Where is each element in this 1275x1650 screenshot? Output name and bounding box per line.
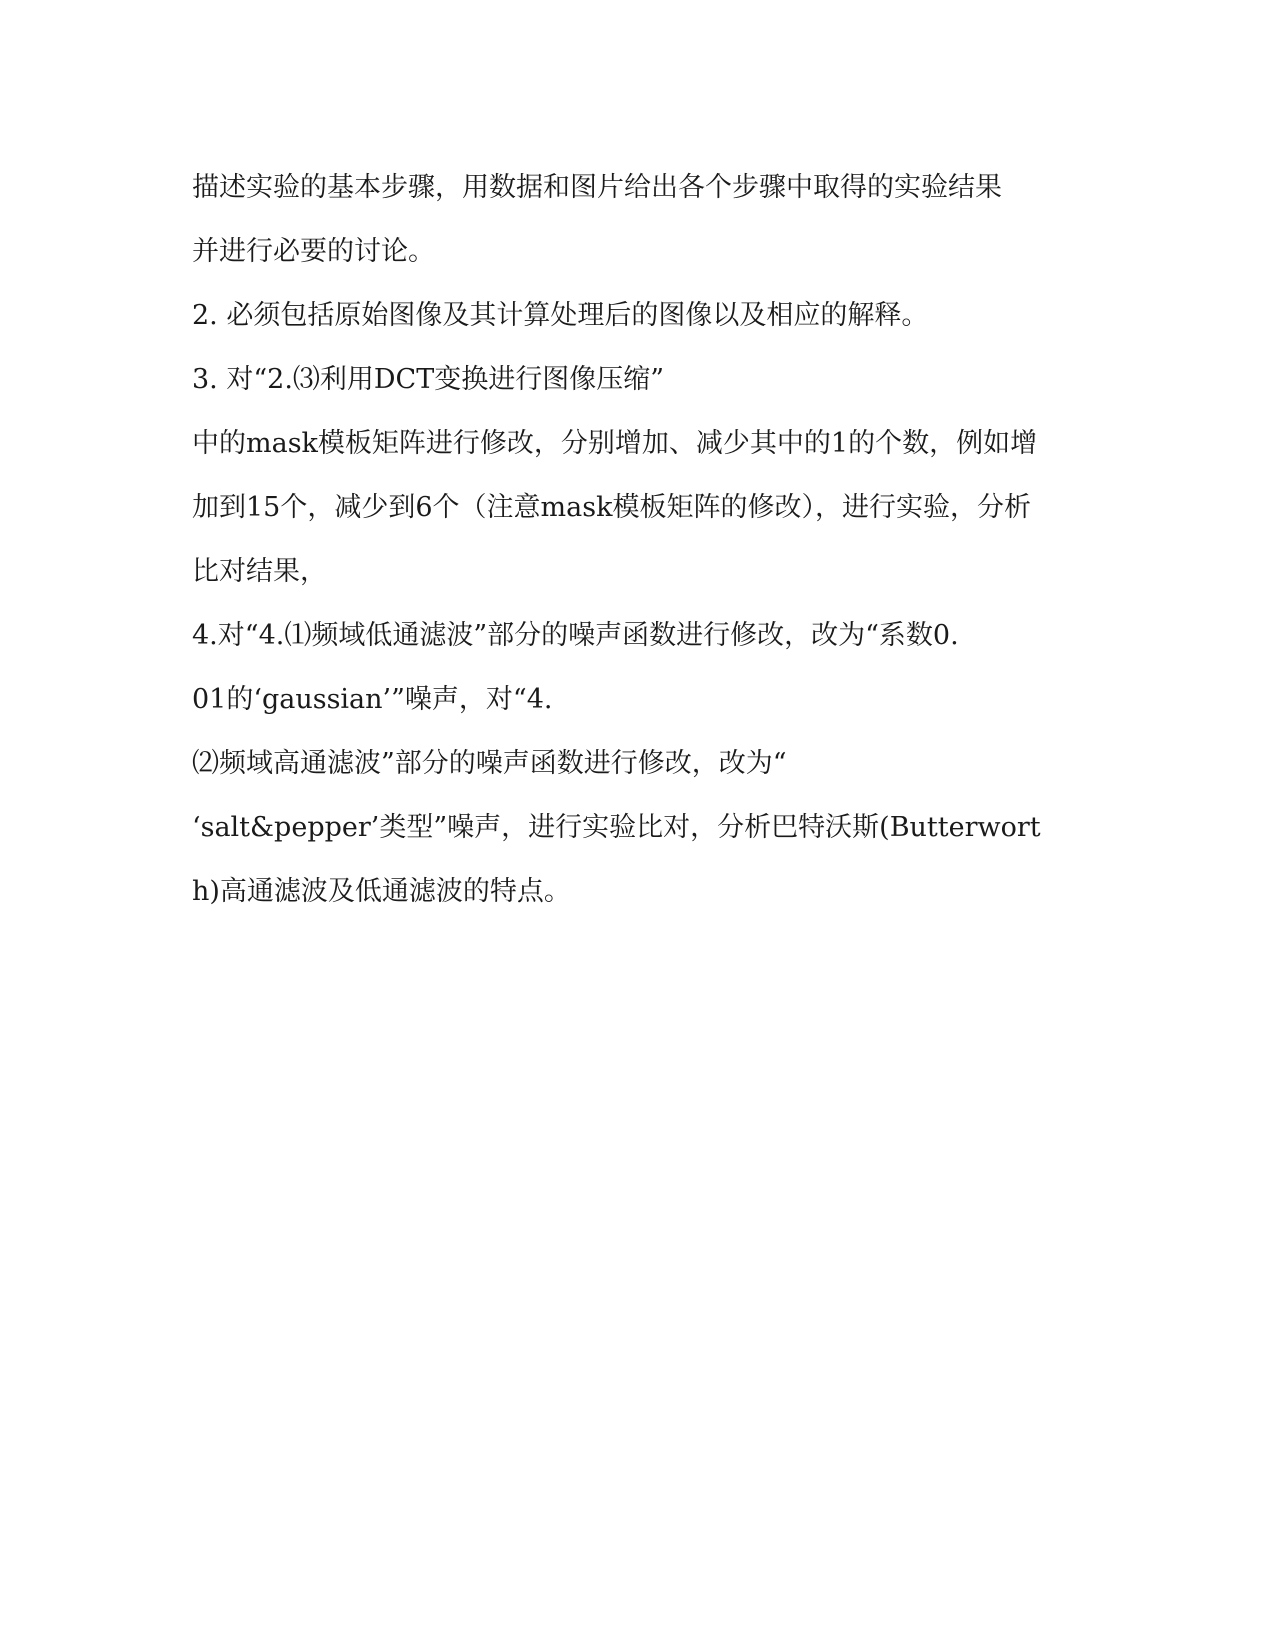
body-text xyxy=(192,162,1092,930)
text-line-9: 01的‘gaussian’”噪声，对“4. xyxy=(192,684,553,715)
text-line-10: ⑵频域高通滤波”部分的噪声函数进行修改，改为“ xyxy=(192,748,787,779)
text-line-6: 加到15个，减少到6个（注意mask模板矩阵的修改），进行实验，分析 xyxy=(192,492,1031,523)
text-line-11: ‘salt&pepper’类型”噪声，进行实验比对，分析巴特沃斯(Butterwort xyxy=(192,812,1041,843)
list-item-2: 2. 必须包括原始图像及其计算处理后的图像以及相应的解释。 xyxy=(192,300,929,331)
text-line-12: h)高通滤波及低通滤波的特点。 xyxy=(192,876,571,907)
list-item-3: 3. 对“2.⑶利用DCT变换进行图像压缩” xyxy=(192,364,665,395)
text-line-5: 中的mask模板矩阵进行修改，分别增加、减少其中的1的个数，例如增 xyxy=(192,428,1038,459)
text-line-7: 比对结果， xyxy=(192,556,327,587)
text-line-1: 描述实验的基本步骤，用数据和图片给出各个步骤中取得的实验结果 xyxy=(192,172,1002,203)
text-line-2: 并进行必要的讨论。 xyxy=(192,236,435,267)
list-item-4: 4.对“4.⑴频域低通滤波”部分的噪声函数进行修改，改为“系数0. xyxy=(192,620,959,651)
